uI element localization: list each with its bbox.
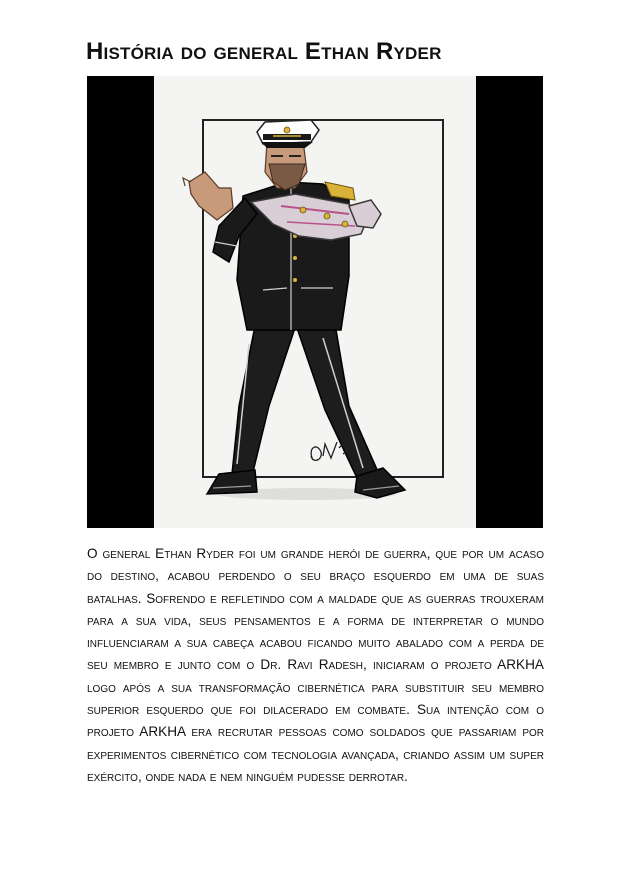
story-paragraph: O general Ethan Ryder foi um grande herói de guerra, que por um acaso do destino, acabou perdendo o seu braço esquerdo em uma de suas batalhas. Sofrendo e refletindo com a maldade que as guerras trouxeram para a sua vida, seus pensamentos e a forma de interpretar o mundo influenciaram a sua cabeça acabou ficando muito abalado com a perda de seu membro e junto com o Dr. Ravi Radesh, iniciaram o projeto ARKHA logo após a sua transformação cibernética para substituir seu membro superior esquerdo que foi dilacerado em combate. Sua intenção com o projeto ARKHA era recrutar pessoas como soldados que passariam por experimentos cibernético com tecnologia avançada, criando assim um super exército, onde nada e nem ninguém pudesse derrotar. bbox=[87, 546, 544, 784]
page-title: História do general Ethan Ryder bbox=[86, 38, 442, 65]
character-illustration bbox=[87, 76, 543, 528]
